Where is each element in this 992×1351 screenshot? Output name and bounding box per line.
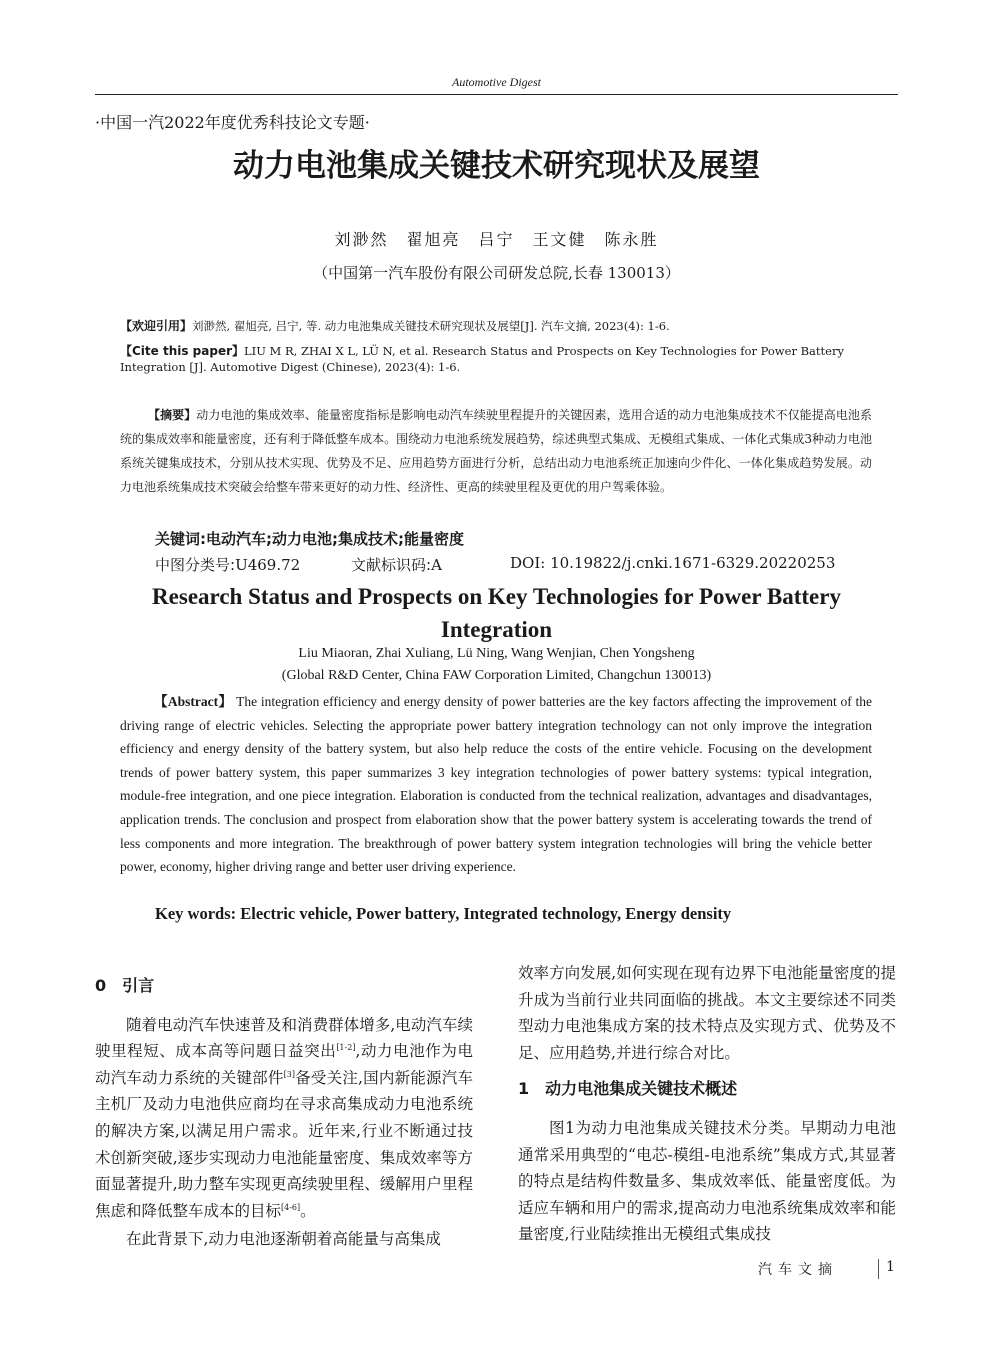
doi-label: DOI: <box>510 554 546 572</box>
keywords-cn-label: 关键词: <box>155 530 206 548</box>
reference-marker: [3] <box>283 1069 295 1079</box>
special-topic-label: ·中国一汽2022年度优秀科技论文专题· <box>95 113 370 132</box>
doi-field <box>510 554 835 572</box>
section-0-paragraph-1 <box>95 1012 473 1225</box>
doc-code-value: A <box>431 556 442 574</box>
citation-en-label: 【Cite this paper】 <box>120 344 245 358</box>
page-title-en: Research Status and Prospects on Key Technologies for Power Battery Integration <box>152 584 841 642</box>
running-head: Automotive Digest <box>95 72 898 95</box>
affiliation-cn: （中国第一汽车股份有限公司研发总院,长春 130013） <box>313 264 680 282</box>
clc-value: U469.72 <box>235 556 301 574</box>
citation-cn-label: 【欢迎引用】 <box>120 319 193 333</box>
right-column <box>518 960 896 1248</box>
paragraph-text: 备受关注,国内新能源汽车主机厂及动力电池供应商均在寻求高集成动力电池系统的解决方案,以满足用户需求。近年来,行业不断通过技术创新突破,逐步实现动力电池能量密度、集成效率等方面显著提升,助力整车实现更高续驶里程、缓解用户里程焦虑和降低整车成本的目标 <box>95 1068 473 1220</box>
doc-code-field <box>351 554 442 575</box>
keywords-en: Key words: Electric vehicle, Power battery, Integrated technology, Energy density <box>155 904 732 923</box>
paragraph-text: 随着电动汽车快速普及和消费群体增多,电动汽车续驶里程短、成本高等问题日益突出 <box>95 1015 473 1061</box>
abstract-en-label: 【Abstract】 <box>154 694 233 709</box>
section-0-heading: 0 引言 <box>95 976 155 995</box>
citation-cn <box>120 318 872 334</box>
citation-en-text: LIU M R, ZHAI X L, LÜ N, et al. Research Status and Prospects on Key Technologies for Power Battery Integration [J]. Automotive Digest (Chinese), 2023(4): 1-6. <box>120 344 844 374</box>
footer-divider <box>878 1259 879 1279</box>
authors-en: Liu Miaoran, Zhai Xuliang, Lü Ning, Wang Wenjian, Chen Yongsheng <box>298 646 695 661</box>
keywords-cn-text: 电动汽车;动力电池;集成技术;能量密度 <box>206 530 464 548</box>
paragraph-text: 。 <box>300 1201 316 1220</box>
doc-code-label: 文献标识码: <box>351 556 432 574</box>
section-0-paragraph-2: 在此背景下,动力电池逐渐朝着高能量与高集成 <box>126 1230 441 1249</box>
paragraph-text: ,动力电池作为电动汽车动力系统的关键部件 <box>95 1042 473 1087</box>
reference-marker: [1-2] <box>336 1043 356 1053</box>
keywords-cn <box>155 528 464 549</box>
clc-label: 中图分类号: <box>155 556 236 574</box>
reference-marker: [4-6] <box>281 1202 301 1212</box>
section-0-paragraph-2-continued: 效率方向发展,如何实现在现有边界下电池能量密度的提升成为当前行业共同面临的挑战。本文主要综述不同类型动力电池集成方案的技术特点及实现方式、优势及不足、应用趋势,并进行综合对比。 <box>518 964 896 1062</box>
page-number: 1 <box>886 1259 895 1275</box>
abstract-en-text: The integration efficiency and energy density of power batteries are the key factors affecting the improvement of the driving range of electric vehicles. Selecting the appropriate power battery integration technology can not only improve the integration efficiency and energy density of the battery system, but also help reduce the costs of the entire vehicle. Focusing on the development trends of power battery system, this paper summarizes 3 key integration technologies of power battery systems: typical integration, module-free integration, and one piece integration. Elaboration is conducted from the technical realization, advantages and disadvantages, application trends. The conclusion and prospect from elaboration show that the power battery system is accelerating towards the trend of less components and more integration. The breakthrough of power battery system integration technologies will bring the vehicle better power, economy, higher driving range and better user driving experience. <box>120 694 872 875</box>
clc-field <box>155 554 300 575</box>
abstract-cn-text: 动力电池的集成效率、能量密度指标是影响电动汽车续驶里程提升的关键因素，选用合适的动力电池集成技术不仅能提高电池系统的集成效率和能量密度，还有利于降低整车成本。围绕动力电池系统发展趋势，综述典型式集成、无模组式集成、一体化式集成3种动力电池系统关键集成技术，分别从技术实现、优势及不足、应用趋势方面进行分析，总结出动力电池系统正加速向少件化、一体化集成趋势发展。动力电池系统集成技术突破会给整车带来更好的动力性、经济性、更高的续驶里程及更优的用户驾乘体验。 <box>120 408 872 494</box>
left-column <box>95 973 473 1253</box>
footer-journal-name: 汽车文摘 <box>758 1262 838 1278</box>
affiliation-en: (Global R&D Center, China FAW Corporation Limited, Changchun 130013) <box>281 668 712 683</box>
citation-en <box>120 343 872 375</box>
classification-row <box>155 554 875 578</box>
section-1-paragraph-1: 图1为动力电池集成关键技术分类。早期动力电池通常采用典型的“电芯-模组-电池系统”集成方式,其显著的特点是结构件数量多、集成效率低、能量密度低。为适应车辆和用户的需求,提高动力电池系统集成效率和能量密度,行业陆续推出无模组式集成技 <box>518 1118 896 1244</box>
section-1-heading: 1 动力电池集成关键技术概述 <box>518 1079 738 1099</box>
citation-cn-text: 刘渺然, 翟旭亮, 吕宁, 等. 动力电池集成关键技术研究现状及展望[J]. 汽车文摘, 2023(4): 1-6. <box>192 319 670 333</box>
abstract-en <box>120 690 872 879</box>
authors-cn: 刘渺然 翟旭亮 吕宁 王文健 陈永胜 <box>334 230 659 249</box>
doi-value: 10.19822/j.cnki.1671-6329.20220253 <box>550 554 836 572</box>
abstract-cn-label: 【摘要】 <box>148 408 197 422</box>
abstract-cn <box>120 403 872 499</box>
page-title-cn: 动力电池集成关键技术研究现状及展望 <box>233 148 760 184</box>
